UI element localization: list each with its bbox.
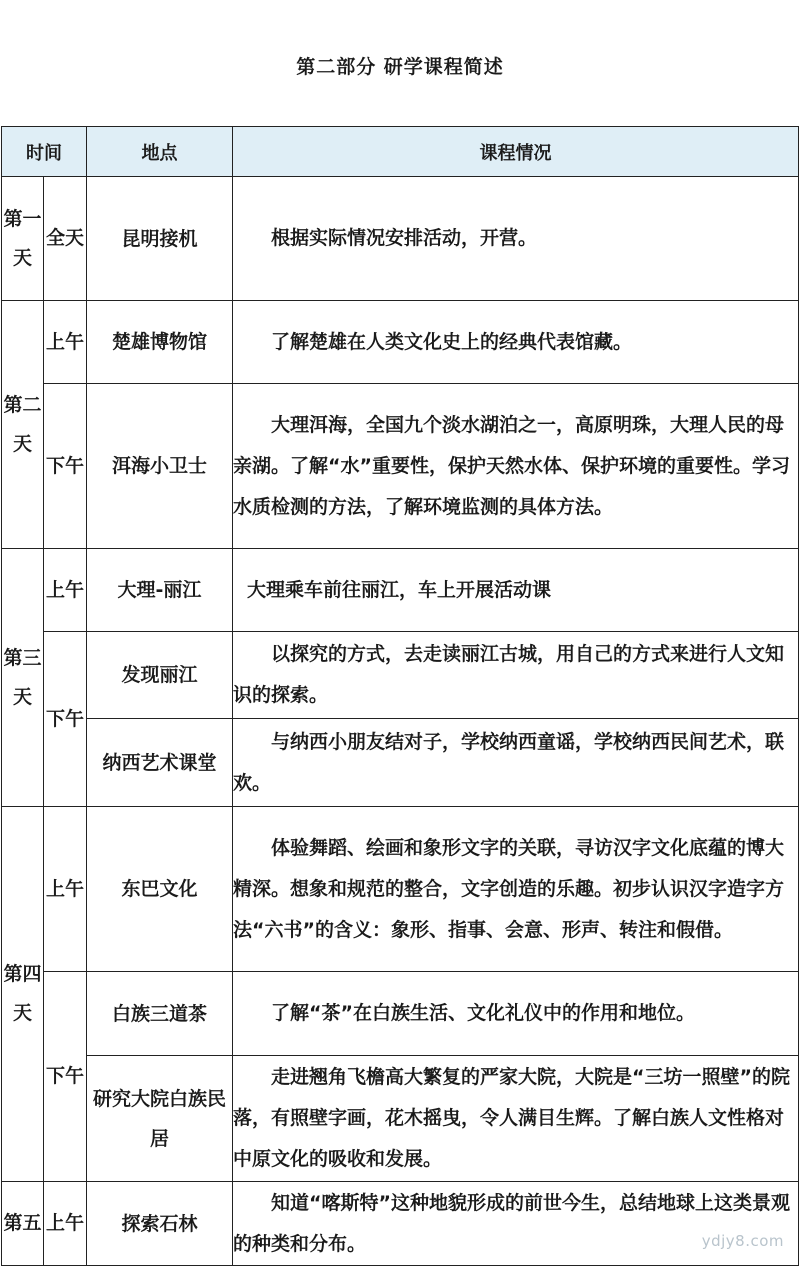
course-description: 大理乘车前往丽江，车上开展活动课	[233, 549, 799, 632]
place-cell: 纳西艺术课堂	[87, 719, 233, 807]
table-row	[2, 632, 799, 719]
place-cell: 探索石林	[87, 1182, 233, 1266]
day-label: 第五	[2, 1182, 44, 1266]
place-cell: 发现丽江	[87, 632, 233, 719]
half-day-label: 上午	[44, 549, 87, 632]
half-day-label: 上午	[44, 1182, 87, 1266]
course-description: 知道“喀斯特”这种地貌形成的前世今生，总结地球上这类景观的种类和分布。	[233, 1182, 799, 1266]
place-cell: 昆明接机	[87, 177, 233, 301]
day-label: 第三天	[2, 549, 44, 807]
header-time: 时间	[2, 127, 87, 177]
half-day-label: 下午	[44, 972, 87, 1182]
table-row	[2, 177, 799, 301]
course-description: 根据实际情况安排活动，开营。	[233, 177, 799, 301]
place-cell: 洱海小卫士	[87, 384, 233, 549]
half-day-label: 下午	[44, 632, 87, 807]
table-row	[2, 384, 799, 549]
table-row	[2, 719, 799, 807]
course-description: 了解“茶”在白族生活、文化礼仪中的作用和地位。	[233, 972, 799, 1056]
table-row	[2, 807, 799, 972]
schedule-table	[1, 126, 799, 1266]
half-day-label: 上午	[44, 301, 87, 384]
header-place: 地点	[87, 127, 233, 177]
course-description: 以探究的方式，去走读丽江古城，用自己的方式来进行人文知识的探索。	[233, 632, 799, 719]
course-description: 大理洱海，全国九个淡水湖泊之一，高原明珠，大理人民的母亲湖。了解“水”重要性，保护天然水体、保护环境的重要性。学习水质检测的方法，了解环境监测的具体方法。	[233, 384, 799, 549]
place-cell: 楚雄博物馆	[87, 301, 233, 384]
header-course: 课程情况	[233, 127, 799, 177]
place-cell: 研究大院白族民居	[87, 1056, 233, 1182]
half-day-label: 下午	[44, 384, 87, 549]
watermark: ydjy8.com	[701, 1232, 784, 1250]
table-row	[2, 549, 799, 632]
day-label: 第一天	[2, 177, 44, 301]
course-description: 与纳西小朋友结对子，学校纳西童谣，学校纳西民间艺术，联欢。	[233, 719, 799, 807]
course-description: 了解楚雄在人类文化史上的经典代表馆藏。	[233, 301, 799, 384]
course-description: 体验舞蹈、绘画和象形文字的关联，寻访汉字文化底蕴的博大精深。想象和规范的整合，文字创造的乐趣。初步认识汉字造字方法“六书”的含义：象形、指事、会意、形声、转注和假借。	[233, 807, 799, 972]
day-label: 第二天	[2, 301, 44, 549]
place-cell: 白族三道茶	[87, 972, 233, 1056]
table-header-row	[2, 127, 799, 177]
half-day-label: 全天	[44, 177, 87, 301]
page-title: 第二部分 研学课程简述	[296, 56, 504, 78]
table-row	[2, 972, 799, 1056]
table-row	[2, 1056, 799, 1182]
table-row	[2, 301, 799, 384]
table-row	[2, 1182, 799, 1266]
place-cell: 大理-丽江	[87, 549, 233, 632]
place-cell: 东巴文化	[87, 807, 233, 972]
half-day-label: 上午	[44, 807, 87, 972]
course-description: 走进翘角飞檐高大繁复的严家大院，大院是“三坊一照壁”的院落，有照壁字画，花木摇曳，令人满目生辉。了解白族人文性格对中原文化的吸收和发展。	[233, 1056, 799, 1182]
day-label: 第四天	[2, 807, 44, 1182]
